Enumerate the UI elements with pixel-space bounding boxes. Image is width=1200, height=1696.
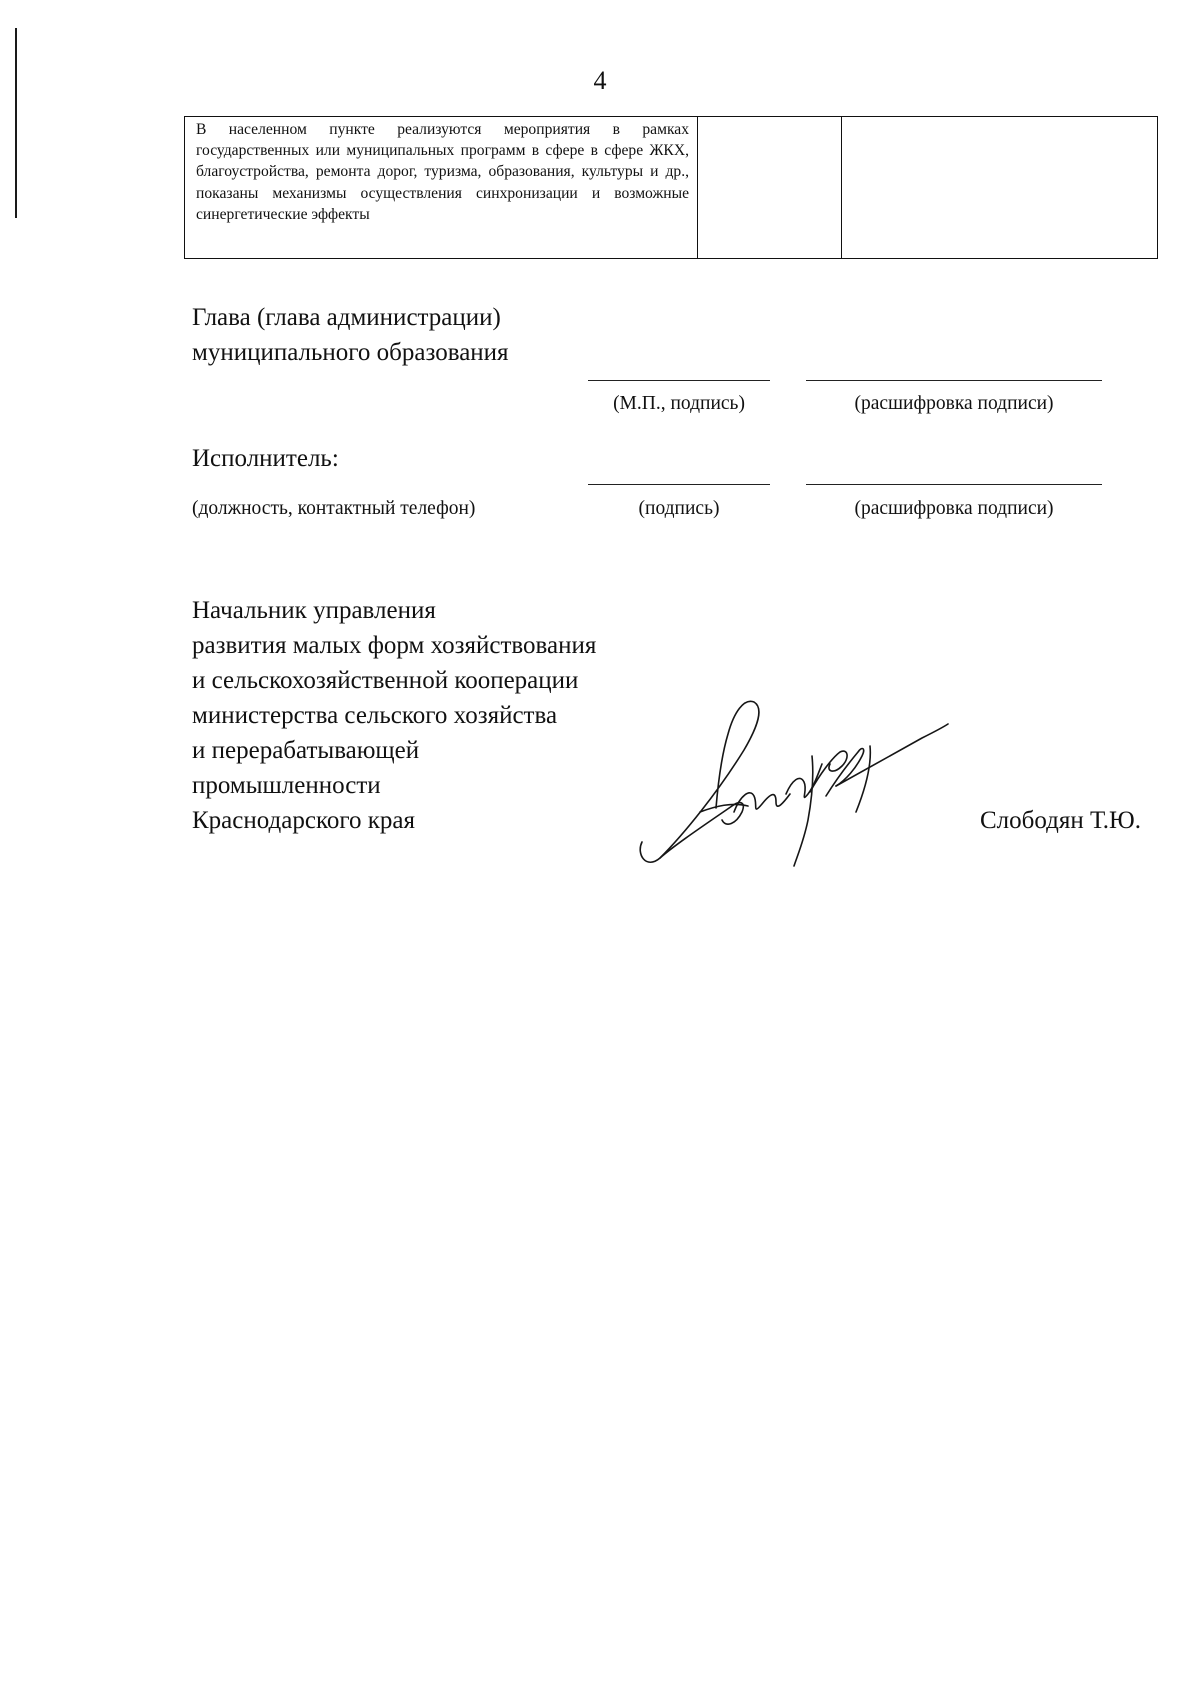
head-title-line1: Глава (глава администрации) — [192, 304, 501, 331]
executor-sign-caption: (подпись) — [638, 498, 720, 519]
page-number: 4 — [593, 66, 607, 95]
approver-line-6: промышленности — [192, 772, 381, 799]
handwritten-signature — [636, 694, 956, 869]
head-decode-line — [806, 380, 1102, 381]
scan-edge-line — [15, 28, 17, 218]
executor-position-caption: (должность, контактный телефон) — [192, 498, 476, 519]
approver-line-5: и перерабатывающей — [192, 737, 420, 764]
executor-decode-caption: (расшифровка подписи) — [854, 498, 1054, 519]
approver-line-2: развития малых форм хозяйствования — [192, 632, 597, 659]
approver-line-4: министерства сельского хозяйства — [192, 702, 558, 729]
table-row — [185, 117, 1158, 259]
approver-name: Слободян Т.Ю. — [980, 807, 1141, 834]
criteria-description: В населенном пункте реализуются мероприятия в рамках государственных или муниципальных программ в сфере в сфере ЖКХ, благоустройства, ремонта дорог, туризма, образования, культуры и др., показаны механизмы осуществления синхронизации и возможные синергетические эффекты — [196, 121, 689, 223]
approver-line-1: Начальник управления — [192, 597, 436, 624]
approver-line-3: и сельскохозяйственной кооперации — [192, 667, 579, 694]
criteria-comment-cell — [842, 117, 1158, 259]
executor-title: Исполнитель: — [192, 445, 339, 472]
executor-decode-line — [806, 484, 1102, 485]
approver-line-7: Краснодарского края — [192, 807, 415, 834]
criteria-description-cell — [185, 117, 698, 259]
executor-signature-line — [588, 484, 770, 485]
head-signature-line — [588, 380, 770, 381]
criteria-table — [184, 116, 1158, 259]
head-sign-caption: (М.П., подпись) — [613, 393, 745, 414]
head-decode-caption: (расшифровка подписи) — [854, 393, 1054, 414]
head-title-line2: муниципального образования — [192, 339, 509, 366]
criteria-value-cell — [698, 117, 842, 259]
